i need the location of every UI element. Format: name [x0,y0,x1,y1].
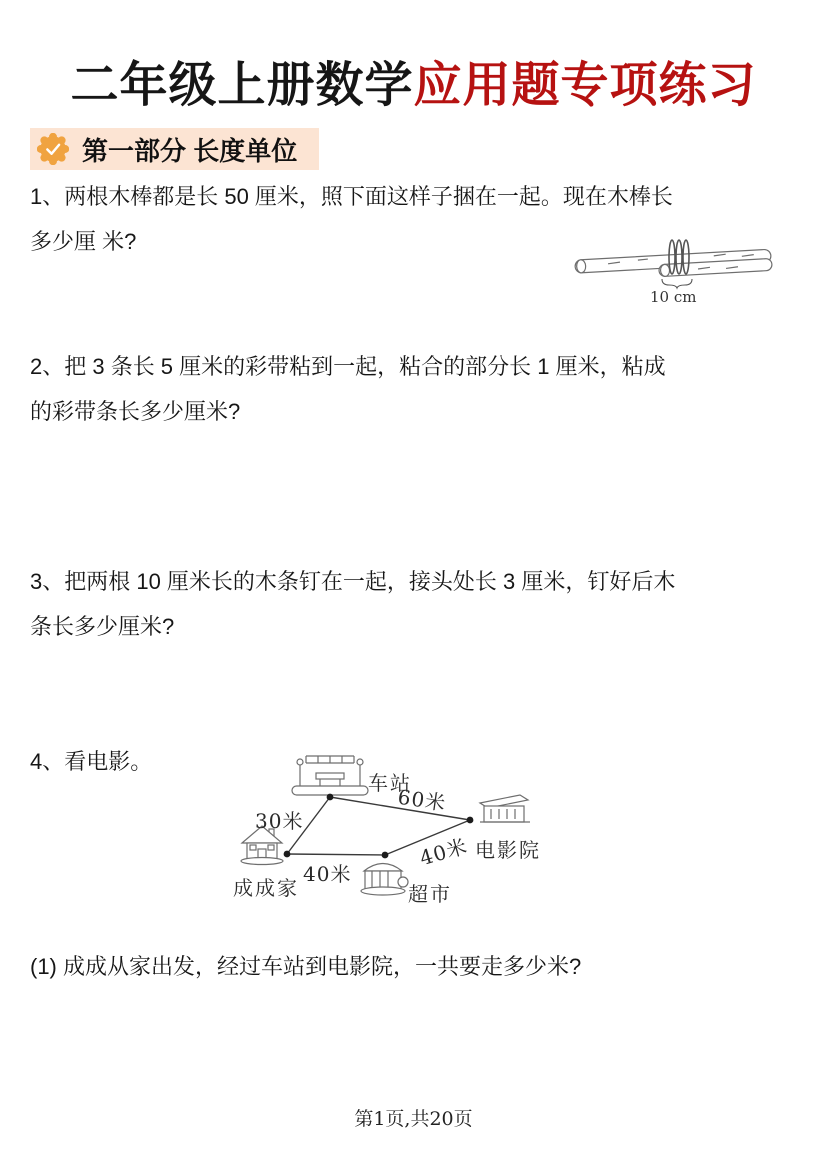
section-title: 第一部分 长度单位 [82,135,298,166]
home-label: 成成家 [233,876,299,900]
section-header [30,128,319,170]
supermarket-icon [361,864,408,896]
question-4-sub-1-text: (1) 成成从家出发，经过车站到电影院，一共要走多少米? [30,954,582,979]
question-3-line-2: 条长多少厘米? [30,614,175,639]
distance-home-station: 30米 [255,809,304,833]
title-black-part: 二年级上册数学 [70,57,414,113]
question-1-line-1: 1、两根木棒都是长 50 厘米，照下面这样子捆在一起。现在木棒长 [30,184,673,209]
question-4-sub-1 [30,944,805,989]
market-label: 超市 [408,882,452,906]
question-2 [30,344,805,434]
question-3-line-1: 3、把两根 10 厘米长的木条钉在一起，接头处长 3 厘米，钉好后木 [30,569,676,594]
question-4-line-1: 4、看电影。 [30,749,153,774]
question-3 [30,559,805,649]
distance-home-market: 40米 [303,862,352,886]
sticks-measure-label: 10 cm [650,288,697,306]
cinema-icon [480,795,530,822]
sticks-drawing [556,228,796,320]
distance-market-cinema: 40米 [417,833,471,871]
brace [662,279,692,288]
sticks-figure [556,228,796,320]
check-rosette-icon [37,133,69,165]
title-red-part: 应用题专项练习 [413,57,757,113]
question-2-line-2: 的彩带条长多少厘米? [30,399,241,424]
distance-station-cinema: 60米 [396,784,448,816]
map-diagram [222,742,544,914]
page-footer: 第1页,共20页 [354,1108,473,1130]
page-title [0,46,827,115]
question-2-line-1: 2、把 3 条长 5 厘米的彩带粘到一起，粘合的部分长 1 厘米，粘成 [30,354,666,379]
question-1-line-2: 多少厘 米? [30,229,137,254]
station-label: 车站 [368,771,412,795]
bus-station-icon [292,756,368,795]
cinema-label: 电影院 [475,838,541,862]
